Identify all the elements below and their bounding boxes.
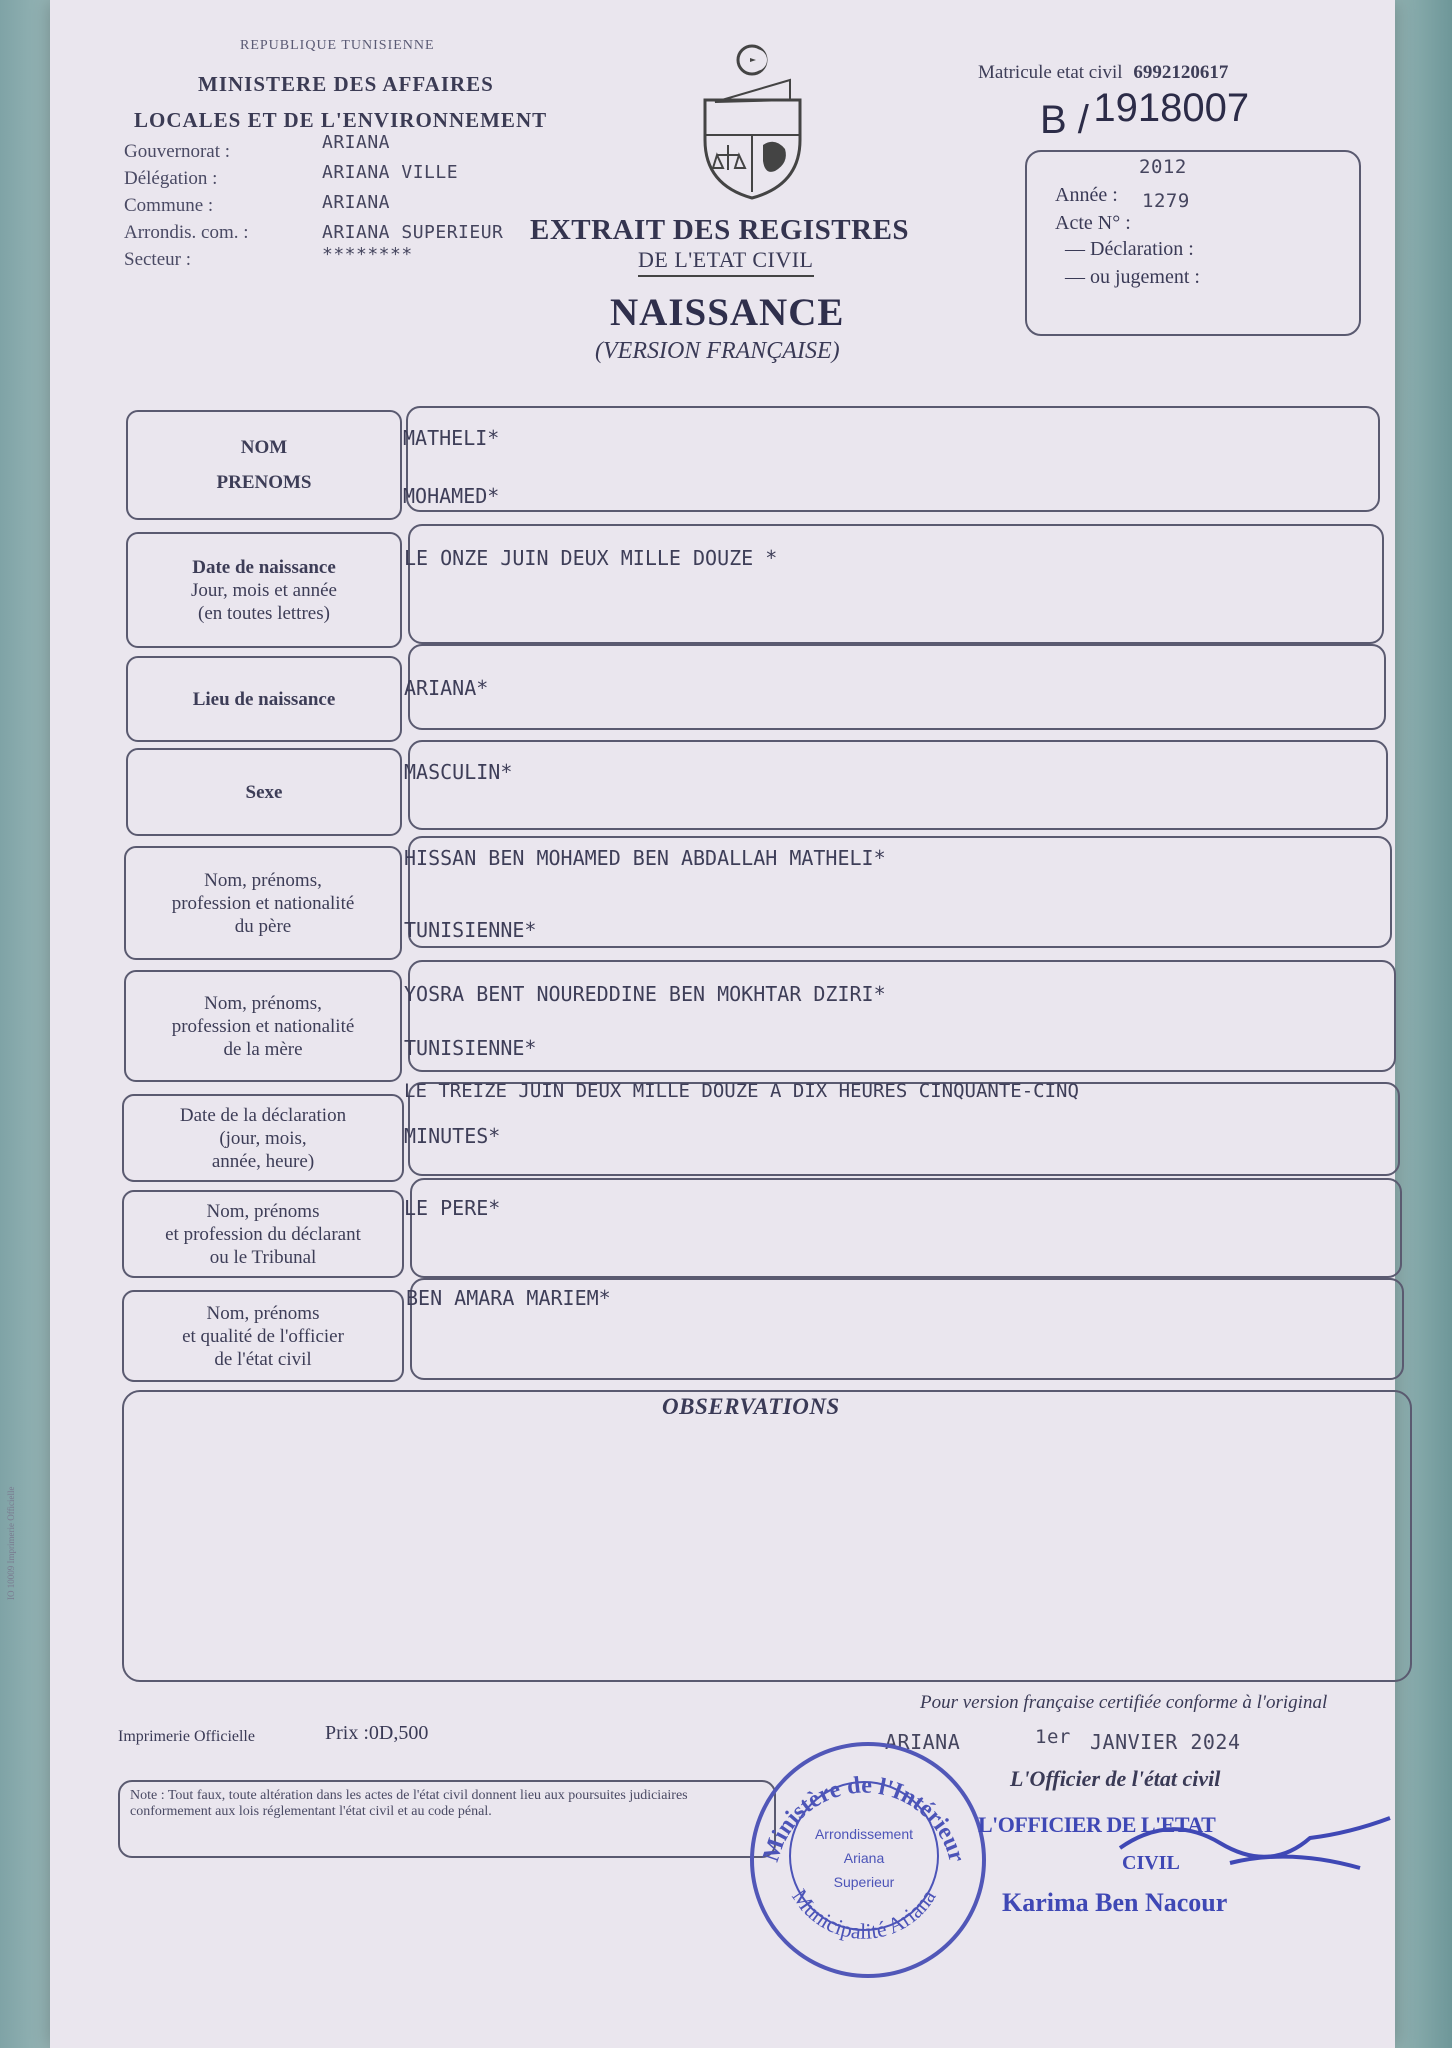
stamp-inner1: Arrondissement — [814, 1826, 914, 1842]
month-year-value: JANVIER 2024 — [1090, 1730, 1241, 1754]
stamp-inner-text — [790, 1822, 938, 1894]
mere-value1: YOSRA BENT NOUREDDINE BEN MOKHTAR DZIRI* — [404, 982, 886, 1006]
matricule — [978, 62, 1228, 84]
title-version: (VERSION FRANÇAISE) — [595, 338, 840, 364]
stamp-inner3: Superieur — [833, 1874, 895, 1890]
signature-scribble-icon — [1110, 1808, 1410, 1888]
prenoms-value: MOHAMED* — [403, 484, 500, 508]
declarant-label1: Nom, prénoms — [206, 1200, 320, 1222]
decl-label1: Date de la déclaration — [179, 1104, 347, 1126]
nom-label: NOM — [240, 437, 288, 458]
day-value: 1er — [1035, 1726, 1071, 1748]
acte-year: 2012 — [1139, 156, 1187, 178]
delegation-value: ARIANA VILLE — [322, 162, 459, 183]
acte-label: Acte N° : — [1055, 212, 1131, 234]
officier-label-box — [122, 1290, 404, 1382]
place-value: ARIANA — [885, 1730, 961, 1754]
officier-label3: de l'état civil — [214, 1348, 312, 1370]
pob-value-box — [408, 644, 1386, 730]
decl-label3: année, heure) — [211, 1150, 315, 1172]
signature-stamp-line2: CIVIL — [1122, 1852, 1180, 1874]
serial-prefix: B / — [1040, 98, 1089, 142]
side-print: IO 10009 Imprimerie Officielle — [6, 1486, 16, 1600]
delegation-label: Délégation : — [124, 168, 218, 189]
tunisia-coat-of-arms-icon — [695, 40, 810, 200]
sexe-label: Sexe — [245, 781, 283, 803]
nom-prenoms-label-box — [126, 410, 402, 520]
gouvernorat-label: Gouvernorat : — [124, 141, 231, 162]
mere-label-box — [124, 970, 402, 1082]
acte-box — [1025, 150, 1361, 336]
ministry-line1: MINISTERE DES AFFAIRES — [198, 72, 494, 96]
dob-value: LE ONZE JUIN DEUX MILLE DOUZE * — [404, 546, 778, 570]
secteur-value: ******** — [322, 244, 413, 265]
officer-title: L'Officier de l'état civil — [1010, 1766, 1221, 1791]
declarant-label3: ou le Tribunal — [209, 1246, 317, 1268]
officier-label1: Nom, prénoms — [206, 1302, 320, 1324]
arrondissement-value: ARIANA SUPERIEUR — [322, 222, 504, 243]
mere-value-box — [408, 960, 1396, 1072]
certified-text: Pour version française certifiée conforme à l'original — [920, 1692, 1328, 1713]
signature-name: Karima Ben Nacour — [1002, 1888, 1228, 1917]
serial — [1040, 86, 1250, 143]
note-box — [118, 1780, 776, 1858]
pere-value2: TUNISIENNE* — [404, 918, 537, 942]
commune-value: ARIANA — [322, 192, 391, 213]
stamp-outer-bottom-text: Municipalité Ariana — [787, 1884, 941, 1944]
stamp-outer-top-text: Ministère de l'Intérieur — [758, 1772, 970, 1865]
matricule-label: Matricule etat civil — [978, 62, 1123, 83]
pere-label-box — [124, 846, 402, 960]
mere-value2: TUNISIENNE* — [404, 1036, 537, 1060]
title-line2: DE L'ETAT CIVIL — [638, 247, 814, 277]
commune-label: Commune : — [124, 195, 214, 216]
pere-label3: du père — [234, 915, 292, 937]
dob-label: Date de naissance — [192, 556, 336, 578]
observations-title: OBSERVATIONS — [662, 1394, 840, 1419]
location-values — [322, 128, 532, 270]
pere-value1: HISSAN BEN MOHAMED BEN ABDALLAH MATHELI* — [404, 846, 886, 870]
dob-sublabel1: Jour, mois et année — [191, 579, 337, 601]
mere-label3: de la mère — [223, 1038, 303, 1060]
title-main: NAISSANCE — [610, 291, 845, 334]
round-official-stamp — [750, 1742, 986, 1978]
nom-prenoms-value-box — [406, 406, 1380, 512]
pob-value: ARIANA* — [404, 676, 489, 700]
stamp-inner2: Ariana — [843, 1850, 885, 1866]
sexe-value: MASCULIN* — [404, 760, 513, 784]
declarant-label-box — [122, 1190, 404, 1278]
sexe-value-box — [408, 740, 1388, 830]
officier-label2: et qualité de l'officier — [182, 1325, 344, 1347]
acte-number: 1279 — [1142, 190, 1190, 212]
declarant-value: LE PERE* — [404, 1196, 501, 1220]
dob-value-box — [408, 524, 1384, 644]
secteur-label: Secteur : — [124, 249, 192, 270]
serial-number: 1918007 — [1093, 86, 1250, 130]
jugement-label: — ou jugement : — [1065, 266, 1200, 288]
mere-label2: profession et nationalité — [171, 1015, 355, 1037]
annee-label: Année : — [1055, 184, 1118, 206]
arrondissement-label: Arrondis. com. : — [124, 222, 249, 243]
decl-label2: (jour, mois, — [219, 1127, 307, 1149]
signature-stamp-line1: L'OFFICIER DE L'ETAT — [978, 1812, 1216, 1837]
observations-box — [122, 1390, 1412, 1682]
matricule-value: 6992120617 — [1133, 62, 1229, 83]
decl-value2: MINUTES* — [404, 1124, 501, 1148]
mere-label1: Nom, prénoms, — [204, 992, 322, 1014]
pere-label1: Nom, prénoms, — [204, 869, 322, 891]
imprimerie-label: Imprimerie Officielle — [118, 1728, 255, 1745]
officier-value: BEN AMARA MARIEM* — [406, 1286, 611, 1310]
pob-label-box — [126, 656, 402, 742]
title-line1: EXTRAIT DES REGISTRES — [530, 214, 910, 246]
gouvernorat-value: ARIANA — [322, 132, 391, 153]
declarant-label2: et profession du déclarant — [165, 1223, 361, 1245]
sexe-label-box — [126, 748, 402, 836]
ministry-line2: LOCALES ET DE L'ENVIRONNEMENT — [134, 108, 548, 132]
birth-certificate-document — [6, 0, 1395, 2048]
location-labels — [124, 138, 249, 273]
prix-label: Prix :0D,500 — [325, 1722, 429, 1744]
note-text: Note : Tout faux, toute altération dans les actes de l'état civil donnent lieu aux poursuites judiciaires conformement aux lois réglementant l'état civil et au code pénal. — [130, 1788, 688, 1819]
pere-label2: profession et nationalité — [171, 892, 355, 914]
declaration-label: — Déclaration : — [1065, 238, 1194, 260]
nom-value: MATHELI* — [403, 426, 500, 450]
republic-label: REPUBLIQUE TUNISIENNE — [240, 38, 435, 53]
declarant-value-box — [410, 1178, 1402, 1278]
prenoms-label: PRENOMS — [216, 472, 312, 493]
decl-label-box — [122, 1094, 404, 1182]
pob-label: Lieu de naissance — [192, 688, 336, 710]
dob-sublabel2: (en toutes lettres) — [198, 602, 330, 624]
decl-value1: LE TREIZE JUIN DEUX MILLE DOUZE A DIX HEURES CINQUANTE-CINQ — [404, 1080, 1079, 1102]
dob-label-box — [126, 532, 402, 648]
